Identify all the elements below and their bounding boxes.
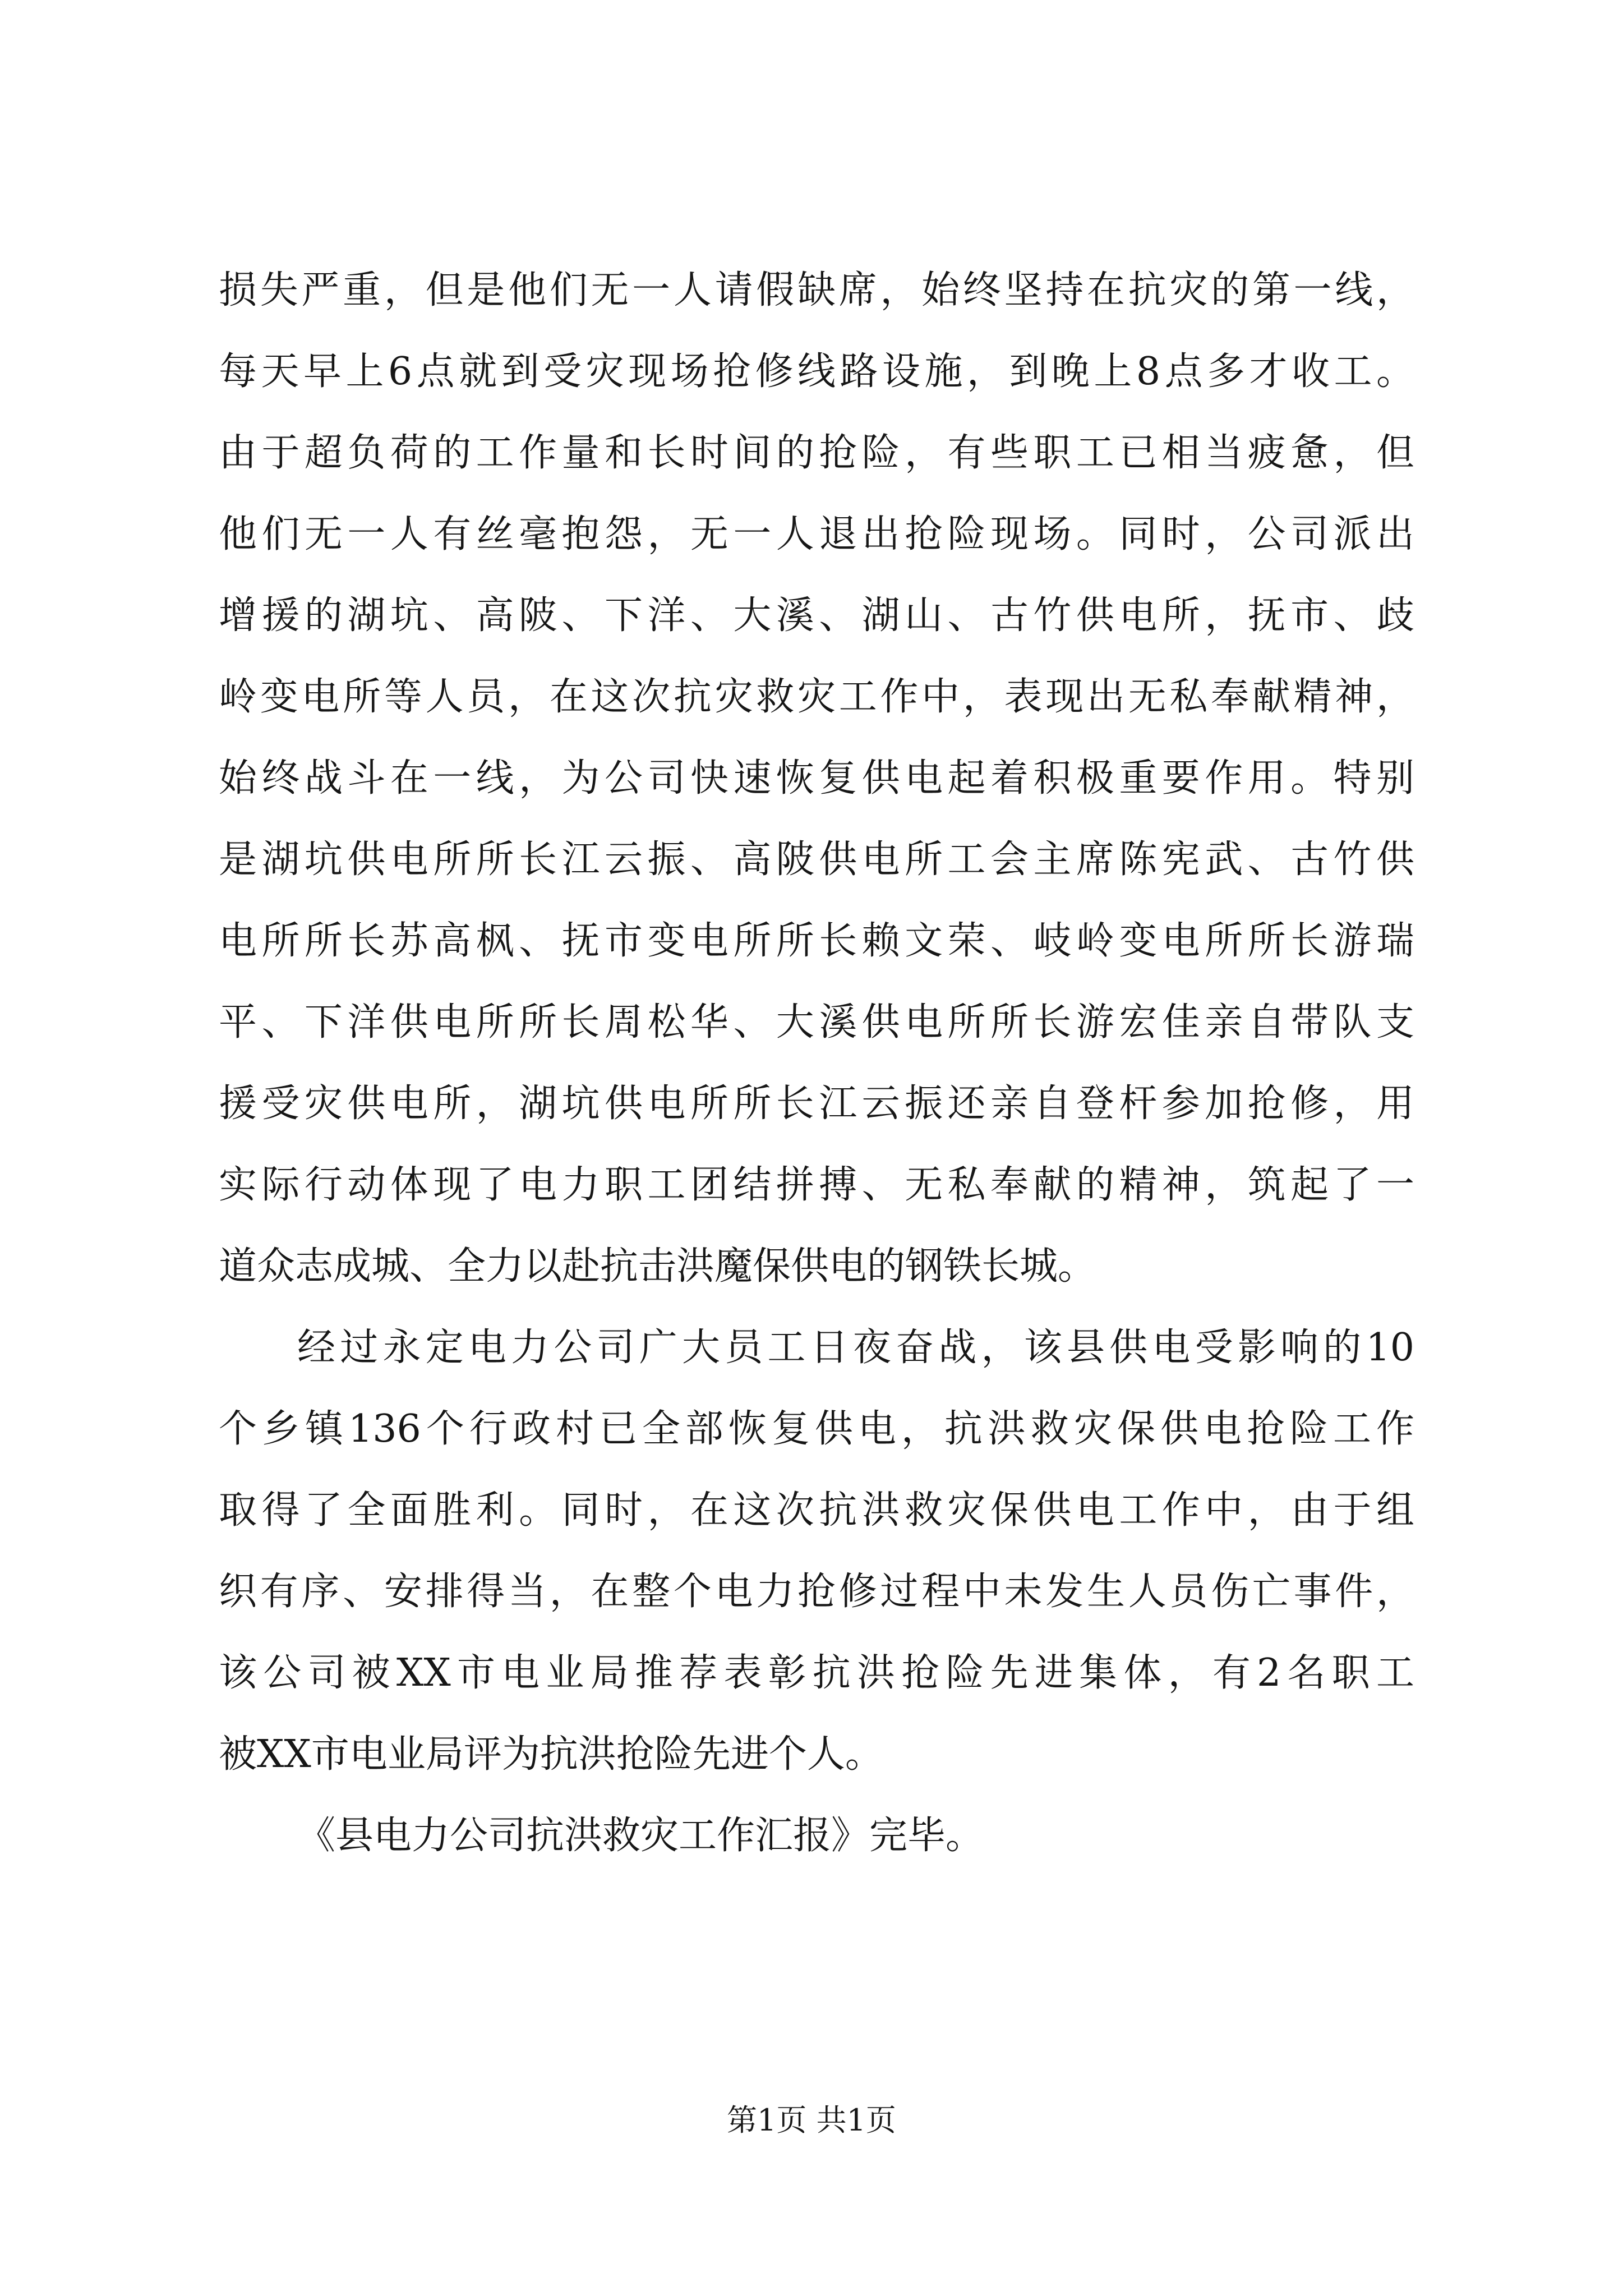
body-line: 始终战斗在一线，为公司快速恢复供电起着积极重要作用。特别 — [219, 756, 1414, 800]
body-line: 他们无一人有丝毫抱怨，无一人退出抢险现场。同时，公司派出 — [219, 512, 1414, 556]
body-line: 电所所长苏高枫、抚市变电所所长赖文荣、岐岭变电所所长游瑞 — [219, 919, 1414, 963]
body-line: 是湖坑供电所所长江云振、高陂供电所工会主席陈宪武、古竹供 — [219, 838, 1414, 882]
body-line: 实际行动体现了电力职工团结拼搏、无私奉献的精神，筑起了一 — [219, 1163, 1414, 1207]
body-line: 该公司被XX市电业局推荐表彰抗洪抢险先进集体，有2名职工 — [219, 1651, 1414, 1695]
page-footer: 第1页 共1页 — [727, 2102, 896, 2138]
body-line: 援受灾供电所，湖坑供电所所长江云振还亲自登杆参加抢修，用 — [219, 1082, 1414, 1126]
body-line: 取得了全面胜利。同时，在这次抗洪救灾保供电工作中，由于组 — [219, 1488, 1414, 1533]
body-line: 个乡镇136个行政村已全部恢复供电，抗洪救灾保供电抢险工作 — [219, 1407, 1414, 1451]
closing-line: 《县电力公司抗洪救灾工作汇报》完毕。 — [297, 1814, 984, 1858]
document-body — [219, 250, 1414, 1876]
paragraph-first-line: 经过永定电力公司广大员工日夜奋战，该县供电受影响的10 — [297, 1326, 1414, 1370]
body-line: 由于超负荷的工作量和长时间的抢险，有些职工已相当疲惫，但 — [219, 431, 1414, 475]
body-line: 道众志成城、全力以赴抗击洪魔保供电的钢铁长城。 — [219, 1244, 1096, 1289]
body-line: 每天早上6点就到受灾现场抢修线路设施，到晚上8点多才收工。 — [219, 349, 1414, 394]
body-line: 增援的湖坑、高陂、下洋、大溪、湖山、古竹供电所，抚市、歧 — [219, 593, 1414, 638]
body-line: 损失严重，但是他们无一人请假缺席，始终坚持在抗灾的第一线， — [219, 268, 1414, 312]
body-line: 岭变电所等人员，在这次抗灾救灾工作中，表现出无私奉献精神， — [219, 675, 1414, 719]
body-line: 被XX市电业局评为抗洪抢险先进个人。 — [219, 1732, 883, 1777]
body-line: 织有序、安排得当，在整个电力抢修过程中未发生人员伤亡事件， — [219, 1570, 1414, 1614]
body-line: 平、下洋供电所所长周松华、大溪供电所所长游宏佳亲自带队支 — [219, 1000, 1414, 1045]
